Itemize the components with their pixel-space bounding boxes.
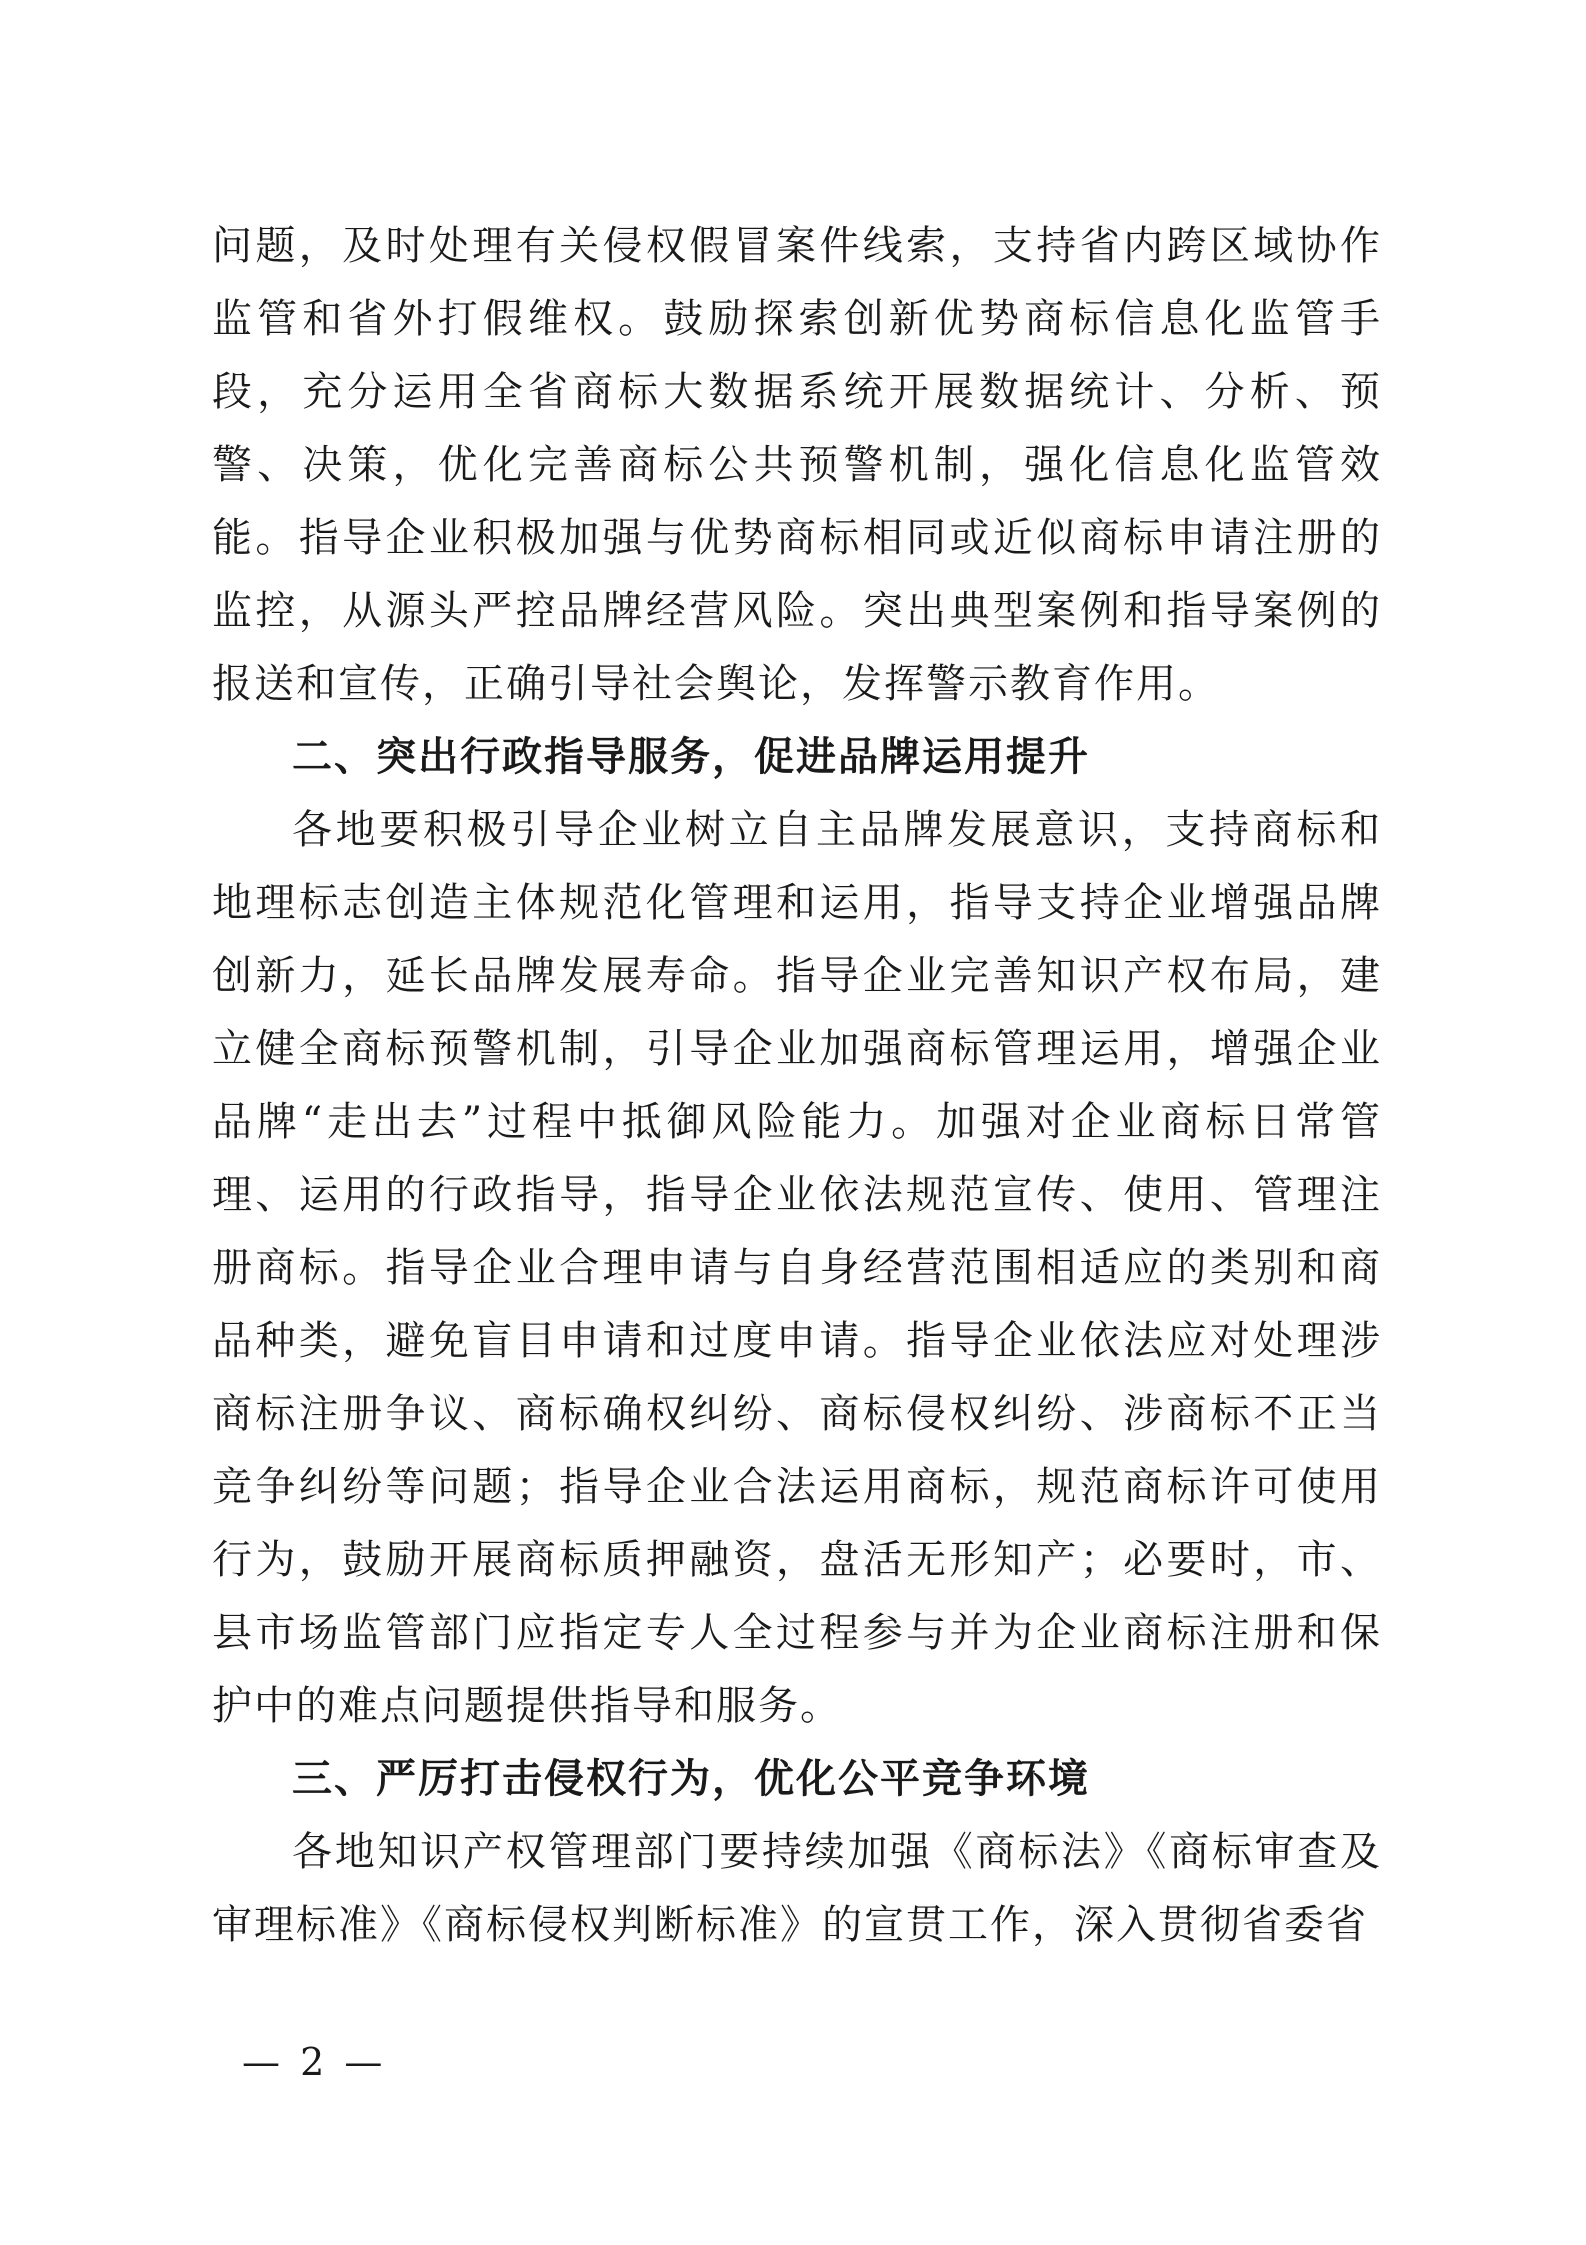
document-body — [212, 210, 1382, 1962]
body-paragraph-2: 各地要积极引导企业树立自主品牌发展意识，支持商标和地理标志创造主体规范化管理和运用，指导支持企业增强品牌创新力，延长品牌发展寿命。指导企业完善知识产权布局，建立健全商标预警机制，引导企业加强商标管理运用，增强企业品牌“走出去”过程中抵御风险能力。加强对企业商标日常管理、运用的行政指导，指导企业依法规范宣传、使用、管理注册商标。指导企业合理申请与自身经营范围相适应的类别和商品种类，避免盲目申请和过度申请。指导企业依法应对处理涉商标注册争议、商标确权纠纷、商标侵权纠纷、涉商标不正当竞争纠纷等问题；指导企业合法运用商标，规范商标许可使用行为，鼓励开展商标质押融资，盘活无形知产；必要时，市、县市场监管部门应指定专人全过程参与并为企业商标注册和保护中的难点问题提供指导和服务。 — [212, 807, 1382, 1729]
page-number: — 2 — — [242, 2040, 387, 2084]
body-paragraph-3: 各地知识产权管理部门要持续加强《商标法》《商标审查及审理标准》《商标侵权判断标准》的宣贯工作，深入贯彻省委省 — [212, 1829, 1382, 1948]
body-paragraph-1: 问题，及时处理有关侵权假冒案件线索，支持省内跨区域协作监管和省外打假维权。鼓励探索创新优势商标信息化监管手段，充分运用全省商标大数据系统开展数据统计、分析、预警、决策，优化完善商标公共预警机制，强化信息化监管效能。指导企业积极加强与优势商标相同或近似商标申请注册的监控，从源头严控品牌经营风险。突出典型案例和指导案例的报送和宣传，正确引导社会舆论，发挥警示教育作用。 — [212, 223, 1382, 707]
section-heading-3: 三、严厉打击侵权行为，优化公平竞争环境 — [292, 1756, 1090, 1802]
section-heading-2: 二、突出行政指导服务，促进品牌运用提升 — [292, 734, 1090, 780]
